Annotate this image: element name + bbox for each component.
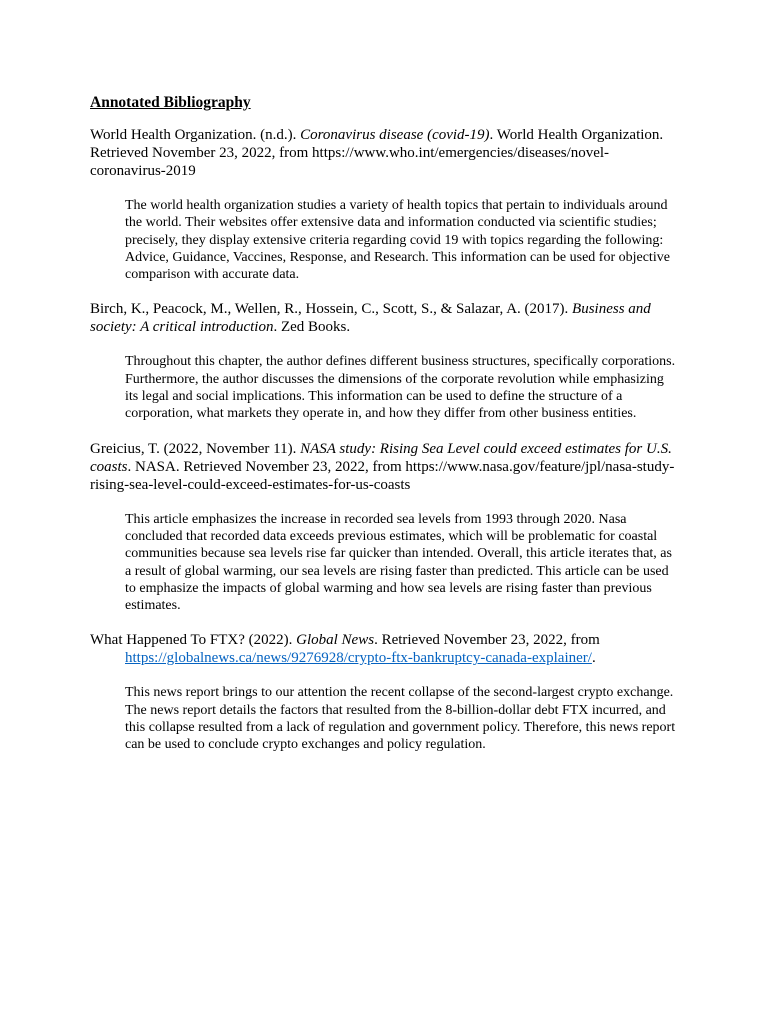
citation-tail: . Zed Books. [273, 319, 351, 336]
citation-tail: . World Health Organization. Retrieved November 23, 2022, from https://www.who.int/emergencies/diseases/novel-coronavirus-2019 [90, 127, 664, 179]
citation-ftx [90, 631, 680, 667]
annotation-nasa: This article emphasizes the increase in recorded sea levels from 1993 through 2020. Nasa concluded that recorded data exceeds previous estimates, which will be problematic for coastal communities because sea levels rise far quicker than intended. Overall, this article iterates that, as a result of global warming, our sea levels are rising faster than predicted. This article can be used to emphasize the impacts of global warming and how sea levels are rising faster than previous estimates. [125, 511, 672, 614]
citation-period: . [591, 650, 596, 667]
citation-title: NASA study: Rising Sea Level could exceed estimates for U.S. coasts [90, 440, 672, 475]
citation-title: Global News [296, 632, 375, 649]
citation-lead: Greicius, T. (2022, November 11). [90, 440, 301, 457]
citation-title: Business and society: A critical introduction [90, 301, 651, 336]
citation-lead: World Health Organization. (n.d.). [90, 127, 301, 143]
page-title: Annotated Bibliography [90, 94, 251, 111]
citation-lead: Birch, K., Peacock, M., Wellen, R., Hossein, C., Scott, S., & Salazar, A. (2017). [90, 301, 573, 318]
citation-tail: . Retrieved November 23, 2022, from [374, 632, 600, 649]
citation-who [90, 126, 680, 180]
document-page [90, 92, 680, 754]
citation-lead: What Happened To FTX? (2022). [90, 632, 297, 649]
annotation-who: The world health organization studies a variety of health topics that pertain to individuals around the world. Their websites offer extensive data and information conducted via scientific studies; precisely, they display extensive criteria regarding covid 19 with topics regarding the following: Advice, Guidance, Vaccines, Response, and Research. This information can be used for objective comparison with accurate data. [125, 198, 670, 283]
citation-birch [90, 300, 680, 336]
source-link[interactable]: https://globalnews.ca/news/9276928/crypto-ftx-bankruptcy-canada-explainer/ [125, 650, 592, 667]
citation-title: Coronavirus disease (covid-19) [300, 127, 490, 143]
annotation-birch: Throughout this chapter, the author defines different business structures, specifically corporations. Furthermore, the author discusses the dimensions of the corporate revolution while emphasizing its legal and social implications. This information can be used to define the structure of a corporation, what markets they operate in, and how they differ from other business entities. [125, 354, 676, 422]
annotation-ftx: This news report brings to our attention the recent collapse of the second-largest crypto exchange. The news report details the factors that resulted from the 8-billion-dollar debt FTX incurred, and this collapse resulted from a lack of regulation and government policy. Therefore, this news report can be used to conclude crypto exchanges and policy regulation. [125, 685, 676, 753]
citation-nasa [90, 440, 680, 494]
citation-tail: . NASA. Retrieved November 23, 2022, from https://www.nasa.gov/feature/jpl/nasa-study-rising-sea-level-could-exceed-estimates-for-us-coasts [90, 458, 675, 493]
